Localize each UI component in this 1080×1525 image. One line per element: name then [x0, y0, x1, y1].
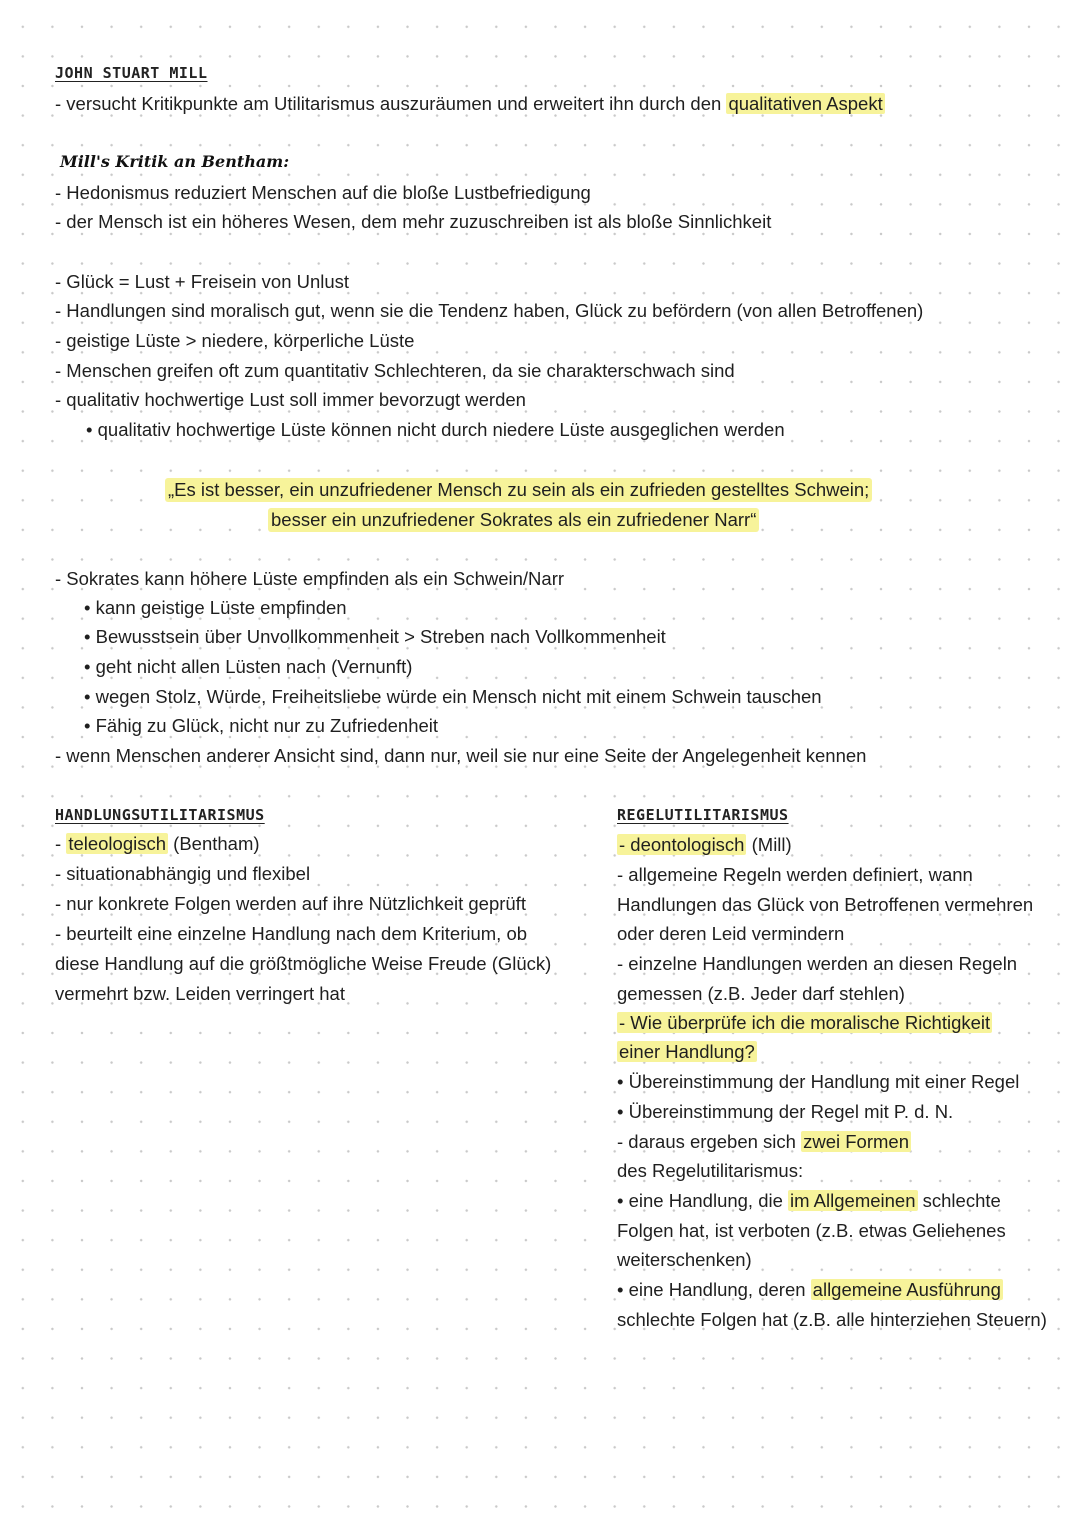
principle-point: - Glück = Lust + Freisein von Unlust — [55, 271, 350, 292]
regel-question-2 — [617, 1040, 757, 1064]
regel-form-1-line2: Folgen hat, ist verboten (z.B. etwas Geliehenes — [617, 1220, 1006, 1241]
handlung-first — [55, 832, 260, 856]
regel-line: - allgemeine Regeln werden definiert, wann — [617, 864, 973, 885]
handlung-first-prefix: - — [55, 833, 67, 854]
regel-first-suffix: (Mill) — [746, 834, 792, 855]
quote-line-1: „Es ist besser, ein unzufriedener Mensch zu sein als ein zufrieden gestelltes Schwein; — [165, 478, 872, 502]
regel-check: • Übereinstimmung der Handlung mit einer Regel — [617, 1071, 1020, 1092]
form1-suffix: schlechte — [917, 1190, 1001, 1211]
form1-prefix: • eine Handlung, die — [617, 1190, 789, 1211]
handlung-first-suffix: (Bentham) — [168, 833, 260, 854]
handlung-line: diese Handlung auf die größtmögliche Weise Freude (Glück) — [55, 953, 552, 974]
regel-question-1 — [617, 1011, 992, 1035]
mill-intro-highlight: qualitativen Aspekt — [728, 93, 883, 114]
mill-title: JOHN STUART MILL — [55, 64, 208, 82]
principle-subpoint: • qualitativ hochwertige Lüste können nicht durch niedere Lüste ausgeglichen werden — [86, 419, 785, 440]
question-highlight-2: einer Handlung? — [619, 1041, 755, 1062]
handlung-line: - beurteilt eine einzelne Handlung nach dem Kriterium, ob — [55, 923, 528, 944]
regel-line: Handlungen das Glück von Betroffenen vermehren — [617, 894, 1034, 915]
critique-heading: Mill's Kritik an Bentham: — [60, 152, 290, 171]
handlung-line: vermehrt bzw. Leiden verringert hat — [55, 983, 345, 1004]
principle-point: - Menschen greifen oft zum quantitativ Schlechteren, da sie charakterschwach sind — [55, 360, 735, 381]
handlung-line: - situationabhängig und flexibel — [55, 863, 311, 884]
closing-point: - wenn Menschen anderer Ansicht sind, dann nur, weil sie nur eine Seite der Angelegenheit kennen — [55, 745, 867, 766]
regel-title: REGELUTILITARISMUS — [617, 806, 789, 824]
handlung-title: HANDLUNGSUTILITARISMUS — [55, 806, 265, 824]
quote-line-2: besser ein unzufriedener Sokrates als ein zufriedener Narr“ — [268, 508, 759, 532]
regel-forms-line2: des Regelutilitarismus: — [617, 1160, 804, 1181]
sokrates-subpoint: • kann geistige Lüste empfinden — [84, 597, 347, 618]
regel-forms — [617, 1130, 911, 1154]
sokrates-subpoint: • Bewusstsein über Unvollkommenheit > Streben nach Vollkommenheit — [84, 626, 666, 647]
principle-point: - qualitativ hochwertige Lust soll immer bevorzugt werden — [55, 389, 526, 410]
regel-first — [617, 833, 792, 857]
sokrates-subpoint: • wegen Stolz, Würde, Freiheitsliebe würde ein Mensch nicht mit einem Schwein tauschen — [84, 686, 822, 707]
regel-form-2 — [617, 1278, 1003, 1302]
regel-form-1 — [617, 1189, 1001, 1213]
sokrates-subpoint: • Fähig zu Glück, nicht nur zu Zufriedenheit — [84, 715, 439, 736]
allgemeine-ausfuehrung-highlight: allgemeine Ausführung — [812, 1279, 1001, 1300]
zwei-formen-highlight: zwei Formen — [803, 1131, 909, 1152]
sokrates-point: - Sokrates kann höhere Lüste empfinden als ein Schwein/Narr — [55, 568, 565, 589]
regel-check: • Übereinstimmung der Regel mit P. d. N. — [617, 1101, 954, 1122]
regel-form-2-line2: schlechte Folgen hat (z.B. alle hinterziehen Steuern) — [617, 1309, 1047, 1330]
form2-prefix: • eine Handlung, deren — [617, 1279, 811, 1300]
principle-point: - geistige Lüste > niedere, körperliche Lüste — [55, 330, 415, 351]
handlung-line: - nur konkrete Folgen werden auf ihre Nützlichkeit geprüft — [55, 893, 526, 914]
critique-point: - Hedonismus reduziert Menschen auf die bloße Lustbefriedigung — [55, 182, 591, 203]
regel-forms-prefix: - daraus ergeben sich — [617, 1131, 802, 1152]
question-highlight-1: - Wie überprüfe ich die moralische Richtigkeit — [619, 1012, 991, 1033]
deontologisch-highlight: - deontologisch — [619, 834, 745, 855]
regel-line: oder deren Leid vermindern — [617, 923, 845, 944]
principle-point: - Handlungen sind moralisch gut, wenn sie die Tendenz haben, Glück zu befördern (von allen Betroffenen) — [55, 300, 924, 321]
im-allgemeinen-highlight: im Allgemeinen — [790, 1190, 916, 1211]
regel-form-1-line3: weiterschenken) — [617, 1249, 752, 1270]
sokrates-subpoint: • geht nicht allen Lüsten nach (Vernunft) — [84, 656, 413, 677]
critique-point: - der Mensch ist ein höheres Wesen, dem mehr zuzuschreiben ist als bloße Sinnlichkeit — [55, 211, 772, 232]
regel-line: gemessen (z.B. Jeder darf stehlen) — [617, 983, 905, 1004]
mill-intro-text: - versucht Kritikpunkte am Utilitarismus auszuräumen und erweitert ihn durch den — [55, 93, 727, 114]
teleologisch-highlight: teleologisch — [68, 833, 167, 854]
mill-intro — [55, 92, 885, 116]
regel-line: - einzelne Handlungen werden an diesen Regeln — [617, 953, 1018, 974]
